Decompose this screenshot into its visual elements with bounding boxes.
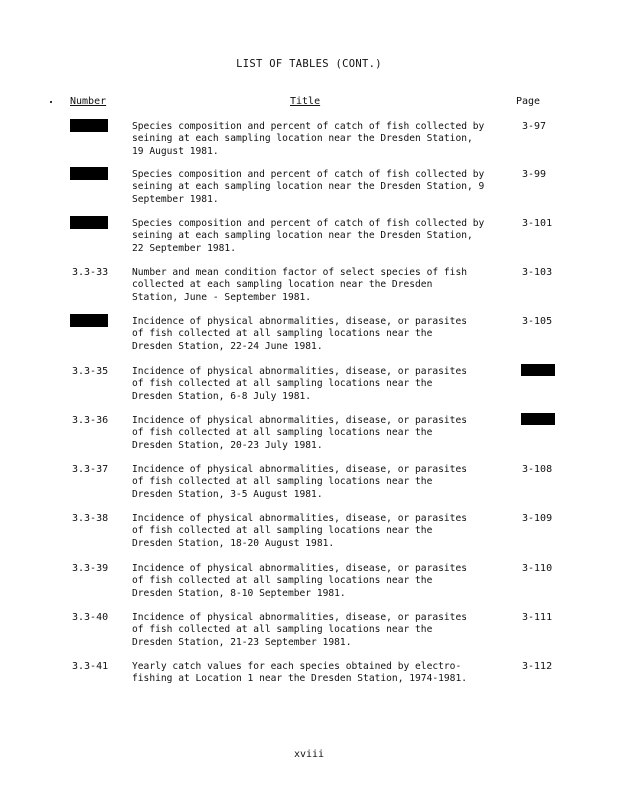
table-number: 3.3-37 bbox=[72, 464, 109, 475]
table-number: 3.3-35 bbox=[72, 366, 109, 377]
redaction-box bbox=[70, 167, 108, 180]
page-reference: 3-110 bbox=[522, 563, 553, 574]
redaction-box bbox=[521, 364, 555, 376]
page-number-footer: xviii bbox=[293, 749, 325, 760]
page-reference: 3-99 bbox=[522, 169, 547, 180]
redaction-box bbox=[70, 216, 108, 229]
redaction-box bbox=[521, 413, 555, 425]
stray-mark bbox=[50, 101, 52, 103]
page-reference: 3-97 bbox=[522, 121, 547, 132]
table-title: Incidence of physical abnormalities, disease, or parasites of fish collected at all sampling locations near the Dresden Station, 6-8 July 1981. bbox=[132, 366, 468, 402]
table-row bbox=[0, 366, 618, 410]
table-title: Incidence of physical abnormalities, disease, or parasites of fish collected at all sampling locations near the Dresden Station, 3-5 August 1981. bbox=[132, 464, 468, 500]
table-title: Incidence of physical abnormalities, disease, or parasites of fish collected at all sampling locations near the Dresden Station, 22-24 June 1981. bbox=[132, 316, 468, 352]
page-title: LIST OF TABLES (CONT.) bbox=[236, 58, 382, 70]
page-reference: 3-109 bbox=[522, 513, 553, 524]
page-reference: 3-101 bbox=[522, 218, 553, 229]
table-title: Incidence of physical abnormalities, disease, or parasites of fish collected at all sampling locations near the Dresden Station, 18-20 August 1981. bbox=[132, 513, 468, 549]
table-row bbox=[0, 464, 618, 508]
page-reference: 3-111 bbox=[522, 612, 553, 623]
page-reference: 3-112 bbox=[522, 661, 553, 672]
page-reference: 3-103 bbox=[522, 267, 553, 278]
table-number: 3.3-36 bbox=[72, 415, 109, 426]
table-number: 3.3-33 bbox=[72, 267, 109, 278]
table-row bbox=[0, 661, 618, 705]
page-reference: 3-108 bbox=[522, 464, 553, 475]
table-row bbox=[0, 513, 618, 557]
column-header-page: Page bbox=[516, 96, 541, 107]
table-number: 3.3-41 bbox=[72, 661, 109, 672]
table-row bbox=[0, 316, 618, 360]
table-row bbox=[0, 612, 618, 656]
table-row bbox=[0, 415, 618, 459]
page-reference: 3-105 bbox=[522, 316, 553, 327]
table-title: Species composition and percent of catch of fish collected by seining at each sampling location near the Dresden Station, 9 September 1981. bbox=[132, 169, 485, 205]
table-row bbox=[0, 563, 618, 607]
table-title: Incidence of physical abnormalities, disease, or parasites of fish collected at all sampling locations near the Dresden Station, 20-23 July 1981. bbox=[132, 415, 468, 451]
redaction-box bbox=[70, 119, 108, 132]
table-row bbox=[0, 169, 618, 213]
table-title: Number and mean condition factor of select species of fish collected at each sampling location near the Dresden Station, June - September 1981. bbox=[132, 267, 468, 303]
table-row bbox=[0, 267, 618, 311]
table-number: 3.3-39 bbox=[72, 563, 109, 574]
table-row bbox=[0, 218, 618, 262]
column-header-number: Number bbox=[70, 96, 107, 107]
redaction-box bbox=[70, 314, 108, 327]
column-header-title: Title bbox=[290, 96, 321, 107]
table-title: Incidence of physical abnormalities, disease, or parasites of fish collected at all sampling locations near the Dresden Station, 21-23 September 1981. bbox=[132, 612, 468, 648]
table-title: Incidence of physical abnormalities, disease, or parasites of fish collected at all sampling locations near the Dresden Station, 8-10 September 1981. bbox=[132, 563, 468, 599]
table-title: Species composition and percent of catch of fish collected by seining at each sampling location near the Dresden Station, 19 August 1981. bbox=[132, 121, 485, 157]
table-number: 3.3-38 bbox=[72, 513, 109, 524]
table-title: Species composition and percent of catch of fish collected by seining at each sampling location near the Dresden Station, 22 September 1981. bbox=[132, 218, 485, 254]
table-row bbox=[0, 121, 618, 165]
table-number: 3.3-40 bbox=[72, 612, 109, 623]
table-title: Yearly catch values for each species obtained by electro- fishing at Location 1 near the Dresden Station, 1974-1981. bbox=[132, 661, 468, 685]
